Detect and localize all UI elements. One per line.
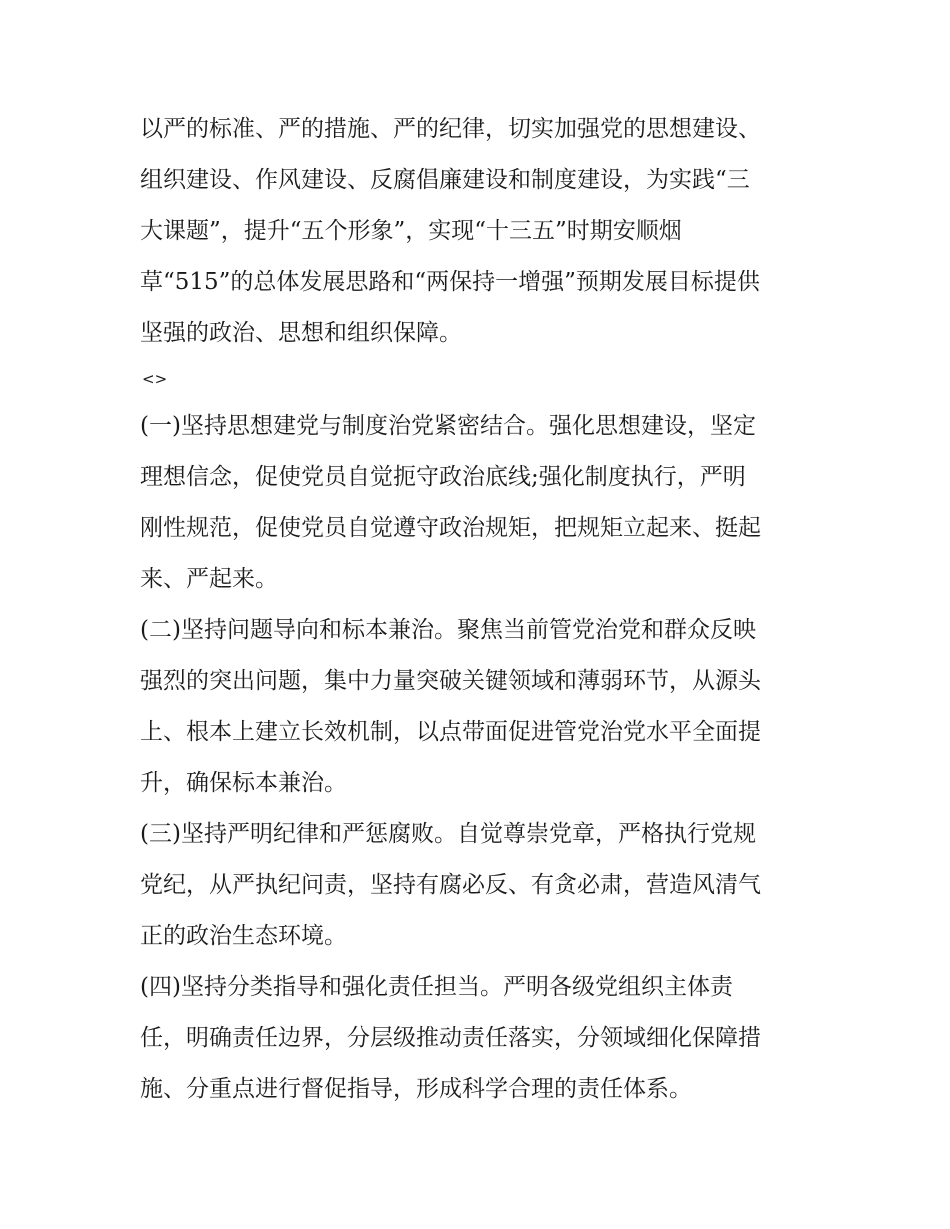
section-2-line-2: 强烈的突出问题，集中力量突破关键领域和薄弱环节，从源头 <box>140 668 761 694</box>
section-1-line-2: 理想信念，促使党员自觉扼守政治底线;强化制度执行，严明 <box>140 464 746 490</box>
intro-line-3: 大课题”，提升“五个形象”，实现“十三五”时期安顺烟 <box>140 218 682 244</box>
section-4-line-1: (四)坚持分类指导和强化责任担当。严明各级党组织主体责 <box>140 974 733 1000</box>
section-3-line-3: 正的政治生态环境。 <box>140 923 347 949</box>
section-2-line-1: (二)坚持问题导向和标本兼治。聚焦当前管党治党和群众反映 <box>140 617 756 643</box>
section-1-line-4: 来、严起来。 <box>140 566 278 592</box>
intro-line-1: 以严的标准、严的措施、严的纪律，切实加强党的思想建设、 <box>140 116 761 142</box>
section-2-line-4: 升，确保标本兼治。 <box>140 770 347 796</box>
section-3-line-2: 党纪，从严执纪问责，坚持有腐必反、有贪必肃，营造风清气 <box>140 872 761 898</box>
intro-line-5: 坚强的政治、思想和组织保障。 <box>140 320 462 346</box>
section-3-line-1: (三)坚持严明纪律和严惩腐败。自觉尊崇党章，严格执行党规 <box>140 821 756 847</box>
section-1-line-1: (一)坚持思想建党与制度治党紧密结合。强化思想建设，坚定 <box>140 413 756 439</box>
section-4-line-2: 任，明确责任边界，分层级推动责任落实，分领域细化保障措 <box>140 1025 761 1051</box>
intro-line-2: 组织建设、作风建设、反腐倡廉建设和制度建设，为实践“三 <box>140 167 750 193</box>
section-2-line-3: 上、根本上建立长效机制，以点带面促进管党治党水平全面提 <box>140 719 761 745</box>
section-marker: <> <box>142 370 168 388</box>
section-1-line-3: 刚性规范，促使党员自觉遵守政治规矩，把规矩立起来、挺起 <box>140 515 761 541</box>
intro-line-4: 草“515”的总体发展思路和“两保持一增强”预期发展目标提供 <box>140 269 760 295</box>
section-4-line-3: 施、分重点进行督促指导，形成科学合理的责任体系。 <box>140 1076 692 1102</box>
